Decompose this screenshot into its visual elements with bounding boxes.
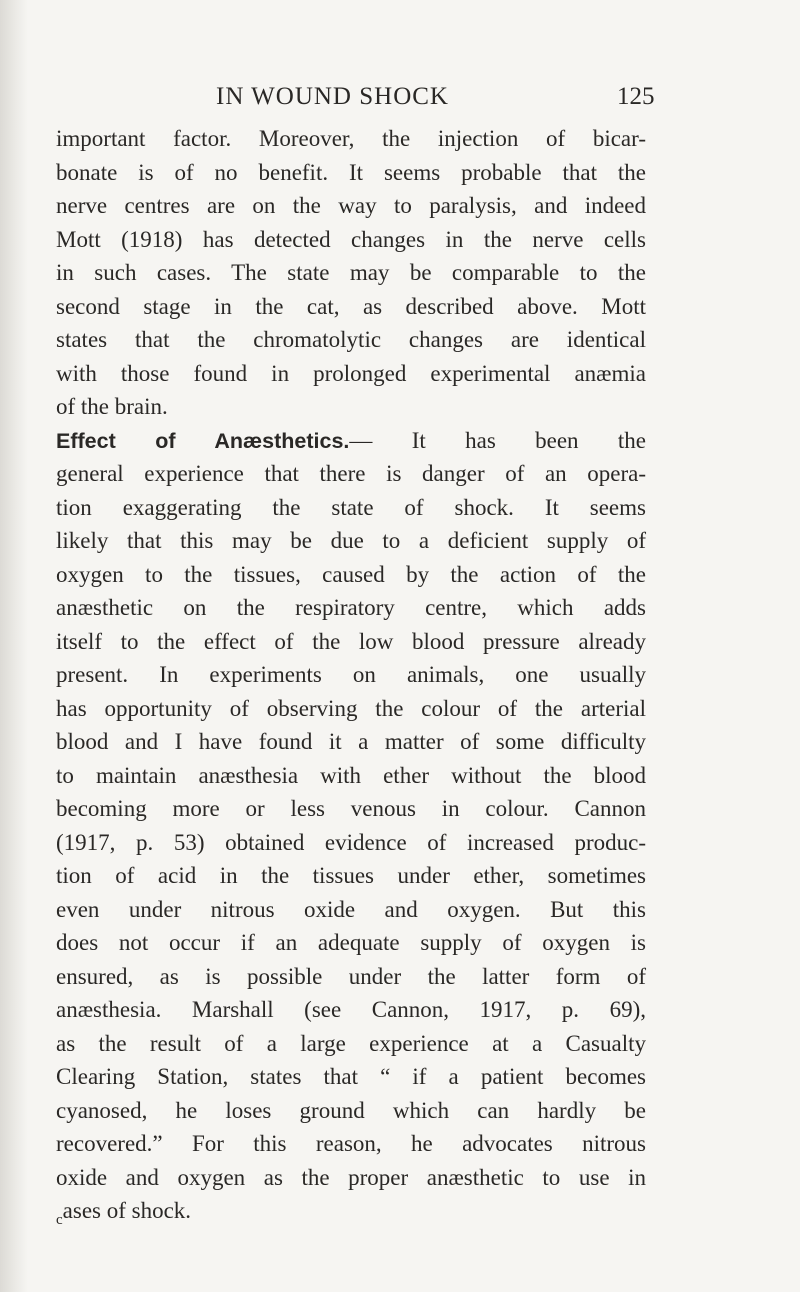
text-line: important factor. Moreover, the injection of bicar- — [56, 126, 646, 151]
dropped-initial: c — [56, 1212, 63, 1228]
body-text — [56, 122, 646, 1228]
text-line: states that the chromatolytic changes are identical — [56, 327, 646, 352]
text-line: oxygen to the tissues, caused by the action of the — [56, 561, 646, 587]
text-line: oxide and oxygen as the proper anæsthetic to use in — [56, 1164, 646, 1190]
text-line: general experience that there is danger of an opera- — [56, 461, 646, 486]
section-heading-rest: — It has been the — [349, 427, 646, 453]
text-line: anæsthetic on the respiratory centre, which adds — [56, 595, 646, 620]
text-line: recovered.” For this reason, he advocates nitrous — [56, 1131, 646, 1156]
text-line: does not occur if an adequate supply of oxygen is — [56, 930, 646, 955]
text-line: tion exaggerating the state of shock. It seems — [56, 494, 646, 520]
text-line: to maintain anæsthesia with ether without the blood — [56, 762, 646, 788]
running-header — [0, 82, 800, 122]
running-title: IN WOUND SHOCK — [216, 83, 449, 110]
text-line: anæsthesia. Marshall (see Cannon, 1917, p. 69), — [56, 997, 646, 1022]
text-line: Mott (1918) has detected changes in the nerve cells — [56, 226, 646, 252]
text-line: in such cases. The state may be comparable to the — [56, 260, 646, 285]
final-line — [56, 1194, 646, 1228]
final-line-text: ases of shock. — [62, 1198, 192, 1223]
text-line: tion of acid in the tissues under ether, sometimes — [56, 863, 646, 888]
text-line: itself to the effect of the low blood pressure already — [56, 628, 646, 654]
text-line: (1917, p. 53) obtained evidence of increased produc- — [56, 829, 646, 855]
text-line: blood and I have found it a matter of some difficulty — [56, 729, 646, 754]
page-edge-shadow — [0, 0, 28, 1292]
text-line: cyanosed, he loses ground which can hardly be — [56, 1097, 646, 1123]
text-line: nerve centres are on the way to paralysis, and indeed — [56, 193, 646, 218]
text-line: becoming more or less venous in colour. Cannon — [56, 796, 646, 821]
text-line: as the result of a large experience at a Casualty — [56, 1030, 646, 1056]
text-line: with those found in prolonged experimental anæmia — [56, 360, 646, 386]
text-line: present. In experiments on animals, one usually — [56, 662, 646, 687]
section-heading: Effect of Anæsthetics. — [56, 428, 350, 453]
text-line: has opportunity of observing the colour of the arterial — [56, 695, 646, 721]
section-heading-line — [56, 424, 646, 458]
text-line: likely that this may be due to a deficient supply of — [56, 528, 646, 553]
text-line: of the brain. — [56, 394, 168, 419]
text-line: second stage in the cat, as described above. Mott — [56, 293, 646, 319]
text-line: Clearing Station, states that “ if a patient becomes — [56, 1064, 646, 1089]
text-line: ensured, as is possible under the latter form of — [56, 963, 646, 989]
text-line: bonate is of no benefit. It seems probable that the — [56, 159, 646, 185]
text-line: even under nitrous oxide and oxygen. But this — [56, 896, 646, 922]
page-number: 125 — [617, 83, 655, 110]
